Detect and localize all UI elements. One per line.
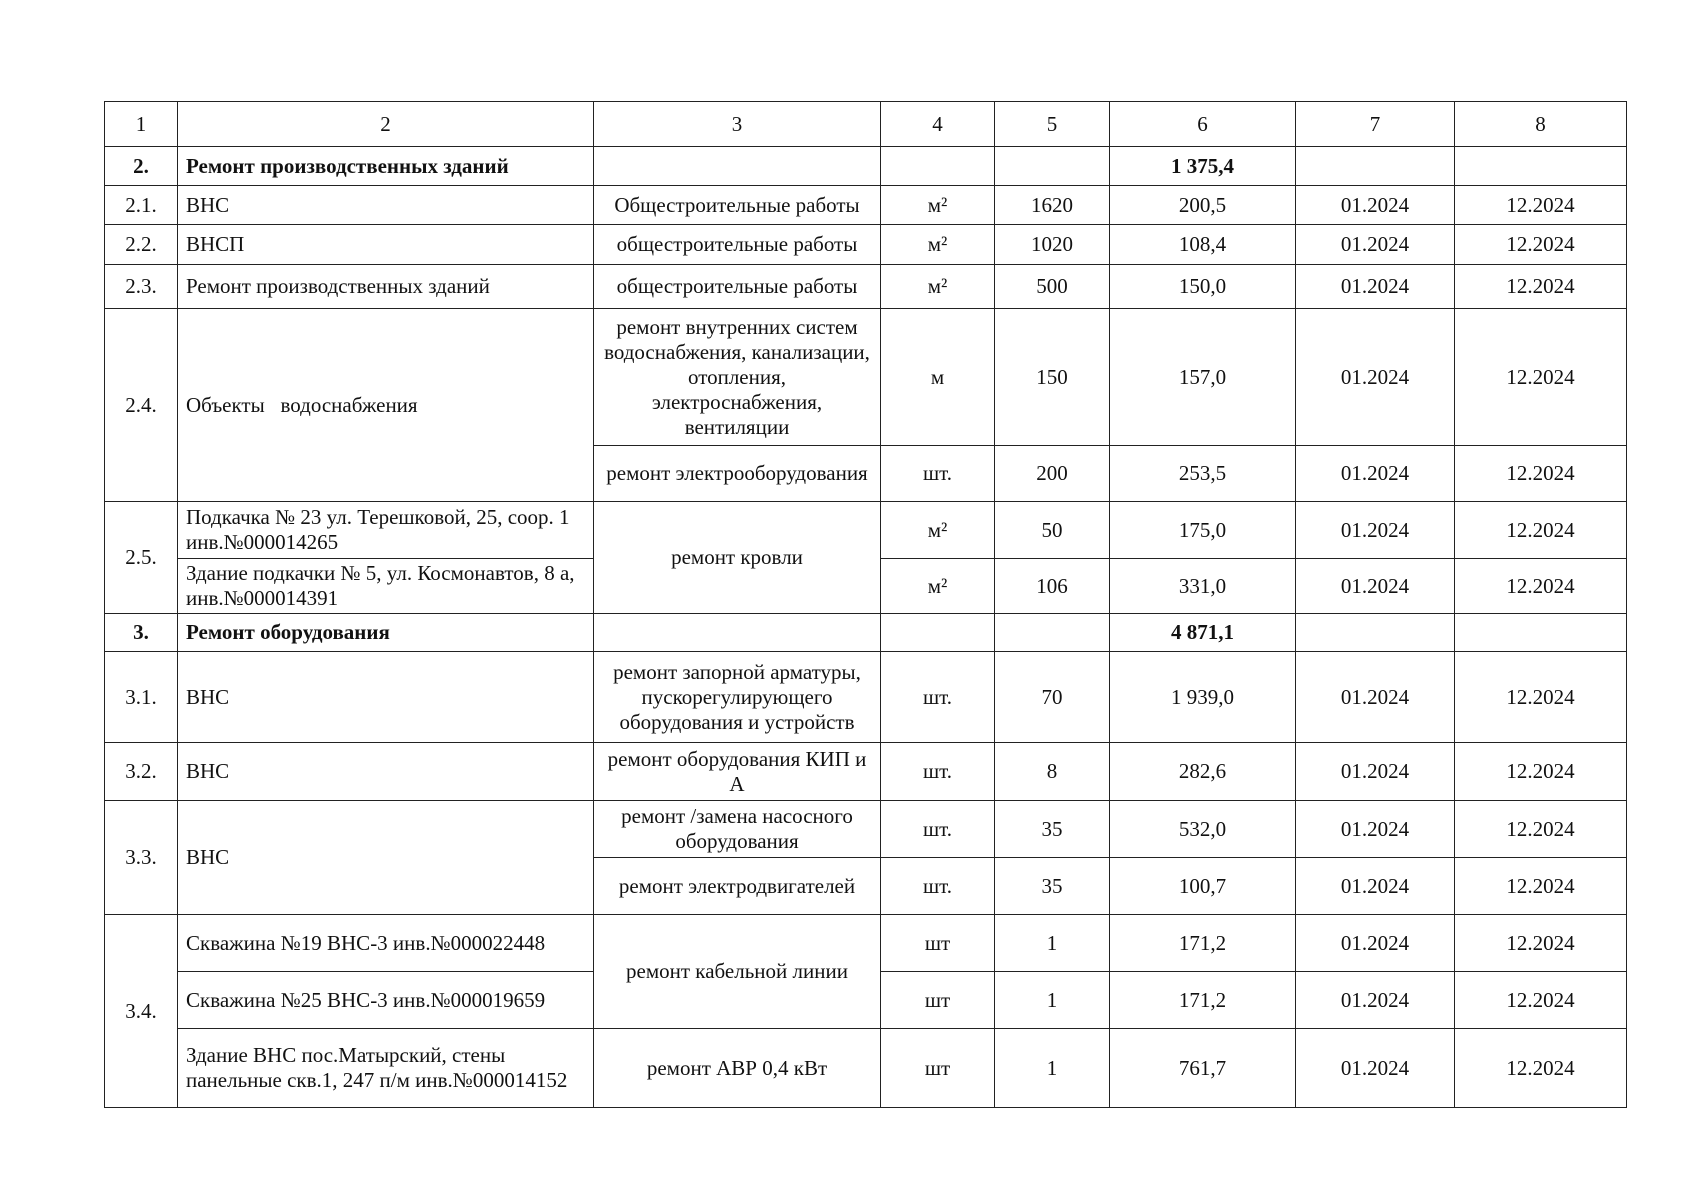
object-name: Здание подкачки № 5, ул. Космонавтов, 8 а, инв.№000014391	[178, 559, 594, 614]
table-row	[105, 225, 1627, 265]
object-name: Ремонт производственных зданий	[178, 265, 594, 309]
section-header-row	[105, 614, 1627, 652]
table-row	[105, 309, 1627, 446]
start-date: 01.2024	[1296, 446, 1455, 502]
end-date: 12.2024	[1455, 858, 1627, 915]
object-name: ВНС	[178, 801, 594, 915]
end-date: 12.2024	[1455, 972, 1627, 1029]
object-name: Скважина №19 ВНС-3 инв.№000022448	[178, 915, 594, 972]
start-date: 01.2024	[1296, 225, 1455, 265]
empty-cell	[594, 147, 881, 186]
section-number: 3.	[105, 614, 178, 652]
section-title: Ремонт производственных зданий	[178, 147, 594, 186]
quantity: 35	[995, 801, 1110, 858]
empty-cell	[995, 147, 1110, 186]
work-type: ремонт оборудования КИП и А	[594, 743, 881, 801]
cost: 100,7	[1110, 858, 1296, 915]
unit: шт.	[881, 743, 995, 801]
row-number: 3.3.	[105, 801, 178, 915]
work-type: ремонт /замена насосного оборудования	[594, 801, 881, 858]
row-number: 2.1.	[105, 186, 178, 225]
row-number: 2.3.	[105, 265, 178, 309]
section-number: 2.	[105, 147, 178, 186]
empty-cell	[881, 614, 995, 652]
empty-cell	[1296, 614, 1455, 652]
start-date: 01.2024	[1296, 309, 1455, 446]
empty-cell	[1455, 147, 1627, 186]
unit: шт.	[881, 652, 995, 743]
object-name: Скважина №25 ВНС-3 инв.№000019659	[178, 972, 594, 1029]
end-date: 12.2024	[1455, 265, 1627, 309]
quantity: 1	[995, 915, 1110, 972]
object-name: Здание ВНС пос.Матырский, стены панельные скв.1, 247 п/м инв.№000014152	[178, 1029, 594, 1108]
end-date: 12.2024	[1455, 502, 1627, 559]
unit: м	[881, 309, 995, 446]
object-name: ВНС	[178, 186, 594, 225]
quantity: 1	[995, 972, 1110, 1029]
cost: 175,0	[1110, 502, 1296, 559]
unit: шт.	[881, 858, 995, 915]
unit: шт.	[881, 801, 995, 858]
unit: м²	[881, 502, 995, 559]
quantity: 150	[995, 309, 1110, 446]
quantity: 50	[995, 502, 1110, 559]
row-number: 2.2.	[105, 225, 178, 265]
row-number: 3.1.	[105, 652, 178, 743]
object-name: ВНСП	[178, 225, 594, 265]
table-row	[105, 502, 1627, 559]
start-date: 01.2024	[1296, 858, 1455, 915]
column-number: 4	[881, 102, 995, 147]
work-type: ремонт кровли	[594, 502, 881, 614]
end-date: 12.2024	[1455, 801, 1627, 858]
section-header-row	[105, 147, 1627, 186]
cost: 150,0	[1110, 265, 1296, 309]
cost: 171,2	[1110, 915, 1296, 972]
start-date: 01.2024	[1296, 652, 1455, 743]
work-type: ремонт электрооборудования	[594, 446, 881, 502]
row-number: 2.5.	[105, 502, 178, 614]
cost: 200,5	[1110, 186, 1296, 225]
start-date: 01.2024	[1296, 972, 1455, 1029]
end-date: 12.2024	[1455, 225, 1627, 265]
repair-plan-table	[104, 101, 1627, 1108]
quantity: 106	[995, 559, 1110, 614]
row-number: 3.2.	[105, 743, 178, 801]
quantity: 70	[995, 652, 1110, 743]
start-date: 01.2024	[1296, 186, 1455, 225]
work-type: ремонт внутренних систем водоснабжения, канализации, отопления, электроснабжения, вентиляции	[594, 309, 881, 446]
unit: шт.	[881, 446, 995, 502]
cost: 253,5	[1110, 446, 1296, 502]
unit: м²	[881, 265, 995, 309]
object-name: ВНС	[178, 743, 594, 801]
quantity: 1620	[995, 186, 1110, 225]
start-date: 01.2024	[1296, 1029, 1455, 1108]
end-date: 12.2024	[1455, 186, 1627, 225]
cost: 282,6	[1110, 743, 1296, 801]
quantity: 500	[995, 265, 1110, 309]
work-type: ремонт электродвигателей	[594, 858, 881, 915]
table-row	[105, 652, 1627, 743]
unit: м²	[881, 559, 995, 614]
end-date: 12.2024	[1455, 446, 1627, 502]
work-type: ремонт АВР 0,4 кВт	[594, 1029, 881, 1108]
end-date: 12.2024	[1455, 1029, 1627, 1108]
table-row	[105, 801, 1627, 858]
start-date: 01.2024	[1296, 915, 1455, 972]
section-total: 4 871,1	[1110, 614, 1296, 652]
table-row	[105, 186, 1627, 225]
cost: 1 939,0	[1110, 652, 1296, 743]
column-number: 8	[1455, 102, 1627, 147]
empty-cell	[881, 147, 995, 186]
end-date: 12.2024	[1455, 652, 1627, 743]
start-date: 01.2024	[1296, 743, 1455, 801]
column-number: 2	[178, 102, 594, 147]
table-row	[105, 743, 1627, 801]
quantity: 1	[995, 1029, 1110, 1108]
work-type: общестроительные работы	[594, 225, 881, 265]
empty-cell	[594, 614, 881, 652]
table-row	[105, 1029, 1627, 1108]
unit: шт	[881, 1029, 995, 1108]
section-total: 1 375,4	[1110, 147, 1296, 186]
start-date: 01.2024	[1296, 801, 1455, 858]
start-date: 01.2024	[1296, 502, 1455, 559]
row-number: 3.4.	[105, 915, 178, 1108]
work-type: ремонт запорной арматуры, пускорегулирующего оборудования и устройств	[594, 652, 881, 743]
quantity: 1020	[995, 225, 1110, 265]
cost: 171,2	[1110, 972, 1296, 1029]
column-number: 3	[594, 102, 881, 147]
cost: 157,0	[1110, 309, 1296, 446]
work-type: Общестроительные работы	[594, 186, 881, 225]
column-number: 5	[995, 102, 1110, 147]
end-date: 12.2024	[1455, 915, 1627, 972]
cost: 108,4	[1110, 225, 1296, 265]
quantity: 35	[995, 858, 1110, 915]
row-number: 2.4.	[105, 309, 178, 502]
unit: м²	[881, 186, 995, 225]
start-date: 01.2024	[1296, 265, 1455, 309]
table-row	[105, 265, 1627, 309]
end-date: 12.2024	[1455, 309, 1627, 446]
start-date: 01.2024	[1296, 559, 1455, 614]
end-date: 12.2024	[1455, 743, 1627, 801]
column-number: 7	[1296, 102, 1455, 147]
empty-cell	[1296, 147, 1455, 186]
work-type: ремонт кабельной линии	[594, 915, 881, 1029]
empty-cell	[995, 614, 1110, 652]
empty-cell	[1455, 614, 1627, 652]
cost: 761,7	[1110, 1029, 1296, 1108]
cost: 532,0	[1110, 801, 1296, 858]
section-title: Ремонт оборудования	[178, 614, 594, 652]
cost: 331,0	[1110, 559, 1296, 614]
table-row	[105, 915, 1627, 972]
unit: шт	[881, 915, 995, 972]
column-number-row	[105, 102, 1627, 147]
object-name: Объекты водоснабжения	[178, 309, 594, 502]
object-name: Подкачка № 23 ул. Терешковой, 25, соор. 1 инв.№000014265	[178, 502, 594, 559]
quantity: 8	[995, 743, 1110, 801]
unit: шт	[881, 972, 995, 1029]
unit: м²	[881, 225, 995, 265]
column-number: 1	[105, 102, 178, 147]
work-type: общестроительные работы	[594, 265, 881, 309]
column-number: 6	[1110, 102, 1296, 147]
end-date: 12.2024	[1455, 559, 1627, 614]
quantity: 200	[995, 446, 1110, 502]
object-name: ВНС	[178, 652, 594, 743]
